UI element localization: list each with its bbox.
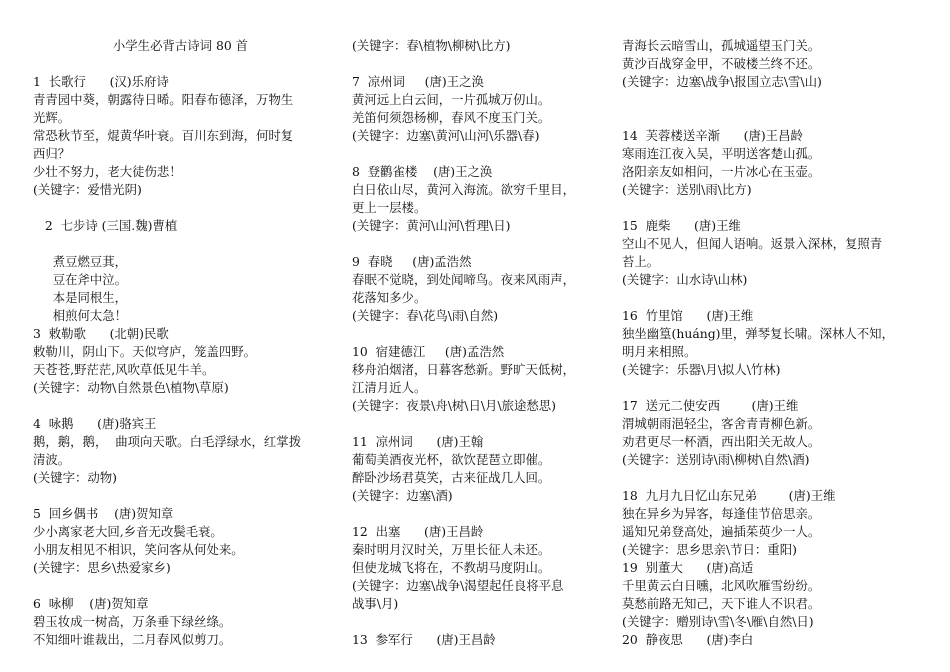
blank-line	[352, 505, 602, 523]
text-line: 2 七步诗 (三国.魏)曹植	[33, 218, 178, 233]
text-line: 豆在斧中泣。	[33, 272, 128, 287]
text-line: 洛阳亲友如相问，一片冰心在玉壶。	[622, 164, 821, 179]
text-line: 黄河远上白云间，一片孤城万仞山。	[352, 92, 551, 107]
text-line: 鹅，鹅，鹅， 曲项向天歌。白毛浮绿水，红掌拨	[33, 434, 302, 449]
blank-line	[352, 613, 602, 631]
text-line: 莫愁前路无知己，天下谁人不识君。	[622, 596, 821, 611]
blank-line	[33, 235, 328, 253]
text-line: 15 鹿柴 (唐)王维	[622, 218, 741, 233]
text-line: 13 参军行 (唐)王昌龄	[352, 632, 496, 647]
blank-line	[622, 199, 917, 217]
text-line: 醉卧沙场君莫笑，古来征战几人回。	[352, 470, 551, 485]
blank-line	[352, 415, 602, 433]
text-line: 独坐幽篁(huáng)里，弹琴复长啸。深林人不知，	[622, 326, 894, 341]
text-line: 移舟泊烟渚，日暮客愁新。野旷天低树，	[352, 362, 576, 377]
text-line: 11 凉州词 (唐)王翰	[352, 434, 484, 449]
text-line: 西归？	[33, 146, 71, 161]
text-line: (关键字：边塞\战争\渴望起任良将平息	[352, 578, 564, 593]
text-line: 白日依山尽，黄河入海流。欲穷千里目，	[352, 182, 576, 197]
text-line: 7 凉州词 (唐)王之涣	[352, 74, 484, 89]
text-line: 渭城朝雨浥轻尘，客舍青青柳色新。	[622, 416, 821, 431]
text-line: 明月来相照。	[622, 344, 697, 359]
text-line: (关键字：边塞\黄河\山河\乐器\春)	[352, 128, 540, 143]
text-line: 少壮不努力，老大徒伤悲！	[33, 164, 182, 179]
blank-line	[352, 55, 602, 73]
text-line: 青青园中葵，朝露待日晞。阳春布德泽，万物生	[33, 92, 294, 107]
text-line: 17 送元二使安西 (唐)王维	[622, 398, 799, 413]
text-line: 羌笛何须怨杨柳，春风不度玉门关。	[352, 110, 551, 125]
text-line: 不知细叶谁裁出，二月春风似剪刀。	[33, 632, 232, 647]
text-line: 寒雨连江夜入吴，平明送客楚山孤。	[622, 146, 821, 161]
text-line: 光辉。	[33, 110, 71, 125]
text-line: 4 咏鹅 (唐)骆宾王	[33, 416, 157, 431]
text-line: 12 出塞 (唐)王昌龄	[352, 524, 484, 539]
text-line: 青海长云暗雪山，孤城遥望玉门关。	[622, 38, 821, 53]
text-line: (关键字：山水诗\山林)	[622, 272, 748, 287]
text-line: 16 竹里馆 (唐)王维	[622, 308, 754, 323]
text-line: (关键字：春\植物\柳树\比方)	[352, 38, 511, 53]
text-line: 6 咏柳 (唐)贺知章	[33, 596, 149, 611]
text-line: 千里黄云白日曛，北风吹雁雪纷纷。	[622, 578, 821, 593]
text-line: 苔上。	[622, 254, 660, 269]
blank-line	[33, 487, 328, 505]
text-line: 秦时明月汉时关，万里长征人未还。	[352, 542, 551, 557]
blank-line	[622, 109, 917, 127]
blank-line	[352, 145, 602, 163]
text-line: 19 别董大 (唐)高适	[622, 560, 754, 575]
text-line: (关键字：春\花鸟\雨\自然)	[352, 308, 499, 323]
column-left-lines	[33, 73, 328, 649]
text-line: (关键字：思乡思亲\节日：重阳)	[622, 542, 797, 557]
blank-line	[622, 379, 917, 397]
text-line: 更上一层楼。	[352, 200, 427, 215]
text-line: 但使龙城飞将在，不教胡马度阴山。	[352, 560, 551, 575]
text-line: 花落知多少。	[352, 290, 427, 305]
text-line: 战事\月)	[352, 596, 399, 611]
text-line: (关键字：爱惜光阴)	[33, 182, 142, 197]
column-right	[622, 37, 917, 649]
text-line: (关键字：送别诗\雨\柳树\自然\酒)	[622, 452, 810, 467]
text-line: 常恐秋节至，焜黄华叶衰。百川东到海，何时复	[33, 128, 294, 143]
text-line: 1 长歌行 (汉)乐府诗	[33, 74, 169, 89]
text-line: 本是同根生，	[33, 290, 128, 305]
column-left	[33, 37, 328, 649]
text-line: 10 宿建德江 (唐)孟浩然	[352, 344, 505, 359]
text-line: 小朋友相见不相识，笑问客从何处来。	[33, 542, 244, 557]
text-line: 9 春晓 (唐)孟浩然	[352, 254, 472, 269]
text-line: (关键字：思乡\热爱家乡)	[33, 560, 171, 575]
text-line: 黄沙百战穿金甲，不破楼兰终不还。	[622, 56, 821, 71]
text-line: (关键字：动物\自然景色\植物\草原)	[33, 380, 229, 395]
text-line: 敕勒川，阴山下。天似穹庐，笼盖四野。	[33, 344, 257, 359]
text-line: (关键字：赠别诗\雪\冬\雁\自然\日)	[622, 614, 814, 629]
text-line: (关键字：黄河\山河\哲理\日)	[352, 218, 511, 233]
text-line: (关键字：夜景\舟\树\日\月\旅途愁思)	[352, 398, 557, 413]
text-line: 14 芙蓉楼送辛渐 (唐)王昌龄	[622, 128, 803, 143]
blank-line	[33, 397, 328, 415]
column-middle-lines	[352, 37, 602, 649]
text-line: 春眠不觉晓，到处闻啼鸟。夜来风雨声，	[352, 272, 576, 287]
text-line: 相煎何太急！	[33, 308, 128, 323]
text-line: (关键字：边塞\战争\报国立志\雪\山)	[622, 74, 822, 89]
text-line: 清波。	[33, 452, 71, 467]
blank-line	[33, 577, 328, 595]
text-line: 3 敕勒歌 (北朝)民歌	[33, 326, 169, 341]
text-line: 碧玉妆成一树高，万条垂下绿丝绦。	[33, 614, 232, 629]
text-line: 18 九月九日忆山东兄弟 (唐)王维	[622, 488, 836, 503]
text-line: 独在异乡为异客，每逢佳节倍思亲。	[622, 506, 821, 521]
column-middle	[352, 37, 602, 649]
text-line: 遥知兄弟登高处，遍插茱萸少一人。	[622, 524, 821, 539]
text-line: 8 登鹳雀楼 (唐)王之涣	[352, 164, 493, 179]
text-line: 20 静夜思 (唐)李白	[622, 632, 754, 647]
blank-line	[33, 199, 328, 217]
text-line: 天苍苍,野茫茫,风吹草低见牛羊。	[33, 362, 215, 377]
text-line: 煮豆燃豆萁，	[33, 254, 128, 269]
blank-line	[352, 325, 602, 343]
text-line: (关键字：动物)	[33, 470, 118, 485]
blank-line	[622, 91, 917, 109]
blank-line	[622, 469, 917, 487]
text-line: 劝君更尽一杯酒，西出阳关无故人。	[622, 434, 821, 449]
blank-line	[622, 289, 917, 307]
blank-line	[352, 235, 602, 253]
text-line: (关键字：边塞\酒)	[352, 488, 453, 503]
text-line: 空山不见人，但闻人语响。返景入深林，复照青	[622, 236, 883, 251]
document-title: 小学生必背古诗词 80 首	[112, 38, 249, 53]
text-line: 5 回乡偶书 (唐)贺知章	[33, 506, 174, 521]
text-line: (关键字：送别\雨\比方)	[622, 182, 752, 197]
column-right-lines	[622, 37, 917, 649]
text-line: 少小离家老大回,乡音无改鬓毛衰。	[33, 524, 223, 539]
text-line: (关键字：乐器\月\拟人\竹林)	[622, 362, 781, 377]
text-line: 葡萄美酒夜光杯，欲饮琵琶立即催。	[352, 452, 551, 467]
text-line: 江清月近人。	[352, 380, 427, 395]
